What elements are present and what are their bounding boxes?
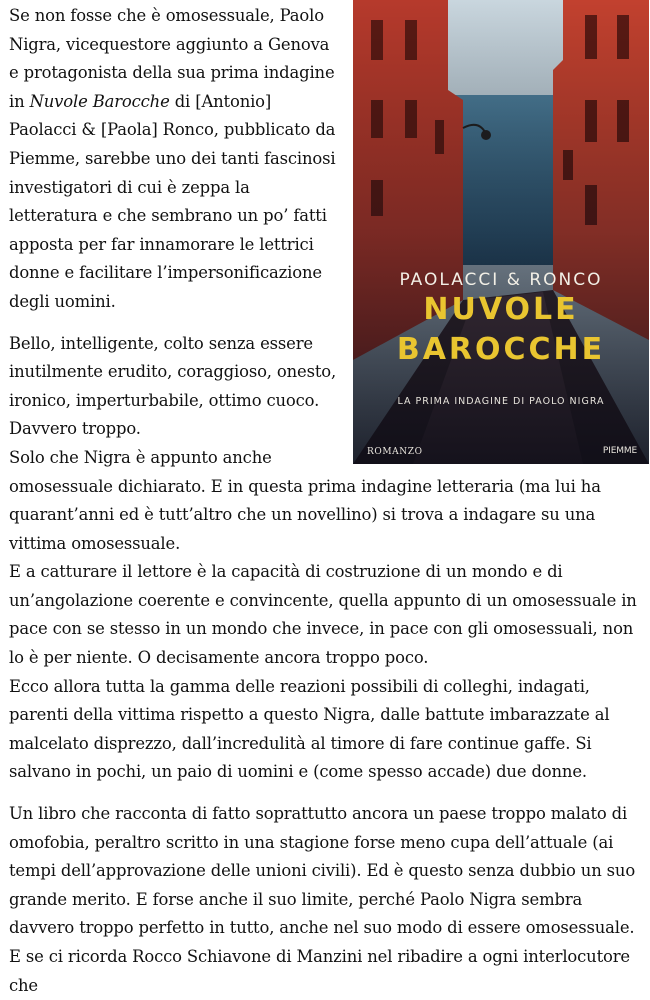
assessment-line: E se ci ricorda Rocco Schiavone di Manzini nel ribadire a ogni interlocutore che: [9, 947, 630, 995]
cover-title-line-2: BAROCCHE: [396, 332, 606, 367]
cover-publisher: PIEMME: [602, 446, 637, 456]
cover-title-line-1: NUVOLE: [423, 292, 579, 327]
book-title-italic: Nuvole Barocche: [29, 91, 170, 111]
description-line: Solo che Nigra è appunto anche omosessuale dichiarato. E in questa prima indagine letteraria (ma lui ha quarant’anni ed è tutt’altro che un novellino) si trova a indagare su una vittima omosessuale.: [9, 447, 601, 553]
assessment-line: Un libro che racconta di fatto soprattutto ancora un paese troppo malato di omofobia, peraltro scritto in una stagione forse meno cupa dell’attuale (ai tempi dell’approvazione delle unioni civili). Ed è questo senza dubbio un suo grande merito. E forse anche il suo limite, perché Paolo Nigra sembra davvero troppo perfetto in tutto, anche nel suo modo di essere omosessuale.: [9, 804, 636, 938]
intro-text-end: di [Antonio] Paolacci & [Paola] Ronco, pubblicato da Piemme, sarebbe uno dei tanti fascinosi investigatori di cui è zeppa la letteratura e che sembrano un po’ fatti apposta per far innamorare le lettrici donne e facilitare l’impersonificazione degli uomini.: [9, 91, 336, 311]
paragraph-assessment: [9, 800, 641, 1000]
description-line: Bello, intelligente, colto senza essere inutilmente erudito, coraggioso, onesto, ironico, imperturbabile, ottimo cuoco. Davvero troppo.: [9, 333, 337, 439]
paragraph-spacer: [9, 787, 641, 800]
cover-genre: ROMANZO: [367, 447, 423, 457]
cover-authors: PAOLACCI & RONCO: [399, 270, 603, 290]
description-line: Ecco allora tutta la gamma delle reazioni possibili di colleghi, indagati, parenti della vittima rispetto a questo Nigra, dalle battute imbarazzate al malcelato disprezzo, dall’incredulità al timore di fare continue gaffe. Si salvano in pochi, un paio di uomini e (come spesso accade) due donne.: [9, 676, 610, 782]
book-cover-image: [353, 0, 649, 464]
cover-subtitle: LA PRIMA INDAGINE DI PAOLO NIGRA: [397, 396, 605, 407]
description-line: E a catturare il lettore è la capacità di costruzione di un mondo e di un’angolazione coerente e convincente, quella appunto di un omosessuale in pace con se stesso in un mondo che invece, in pace con gli omosessuali, non lo è per niente. O decisamente ancora troppo poco.: [9, 562, 637, 668]
article-body: [9, 0, 641, 1000]
intro-text-start: Se non fosse che è omosessuale, Paolo Nigra, vicequestore aggiunto a Genova e protagonista della sua prima indagine in: [9, 6, 335, 111]
